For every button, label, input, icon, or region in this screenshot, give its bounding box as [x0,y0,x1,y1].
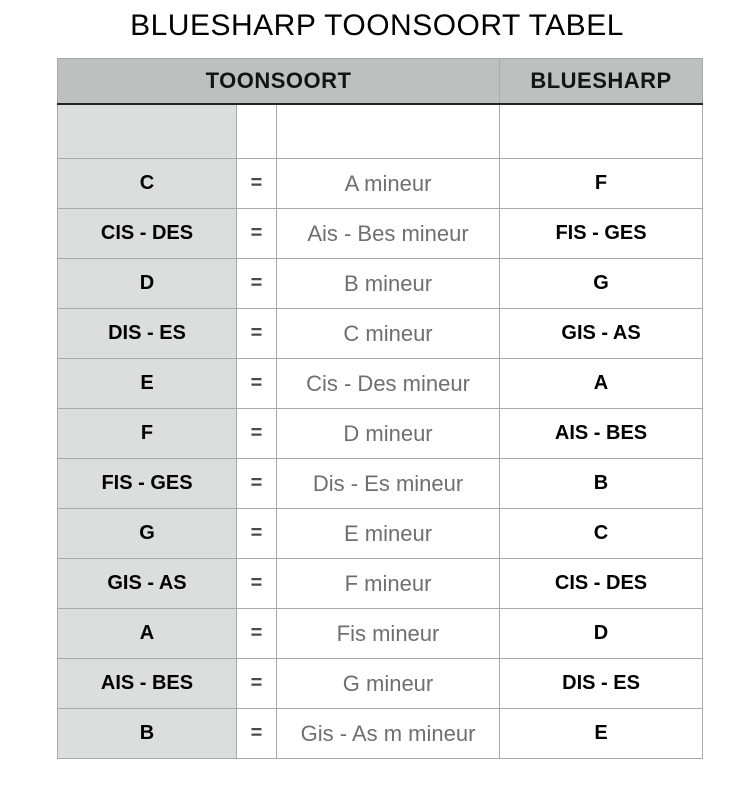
page-title: BLUESHARP TOONSOORT TABEL [130,9,624,42]
cell-bluesharp: D [500,609,703,659]
cell-bluesharp: FIS - GES [500,209,703,259]
cell-bluesharp: F [500,159,703,209]
cell-minor: E mineur [277,509,500,559]
cell-bluesharp: AIS - BES [500,409,703,459]
empty-cell-bluesharp [500,104,703,159]
table-row [58,459,703,509]
cell-equals: = [237,159,277,209]
cell-equals: = [237,209,277,259]
cell-equals: = [237,559,277,609]
cell-key: CIS - DES [58,209,237,259]
cell-key: GIS - AS [58,559,237,609]
empty-cell-minor [277,104,500,159]
cell-equals: = [237,609,277,659]
cell-equals: = [237,259,277,309]
cell-minor: Ais - Bes mineur [277,209,500,259]
column-header-bluesharp: BLUESHARP [500,59,703,104]
cell-bluesharp: DIS - ES [500,659,703,709]
table-header-row [58,59,703,104]
cell-equals: = [237,509,277,559]
cell-bluesharp: CIS - DES [500,559,703,609]
cell-minor: D mineur [277,409,500,459]
table-row [58,259,703,309]
table-row [58,709,703,759]
cell-equals: = [237,359,277,409]
cell-bluesharp: G [500,259,703,309]
cell-bluesharp: C [500,509,703,559]
cell-bluesharp: A [500,359,703,409]
cell-equals: = [237,309,277,359]
cell-minor: Dis - Es mineur [277,459,500,509]
cell-key: B [58,709,237,759]
cell-minor: F mineur [277,559,500,609]
table-row [58,559,703,609]
cell-equals: = [237,659,277,709]
cell-minor: G mineur [277,659,500,709]
cell-minor: A mineur [277,159,500,209]
cell-key: FIS - GES [58,459,237,509]
cell-key: C [58,159,237,209]
empty-cell-key [58,104,237,159]
cell-key: A [58,609,237,659]
table-row [58,209,703,259]
cell-equals: = [237,709,277,759]
cell-key: D [58,259,237,309]
empty-cell-equals [237,104,277,159]
cell-minor: Gis - As m mineur [277,709,500,759]
cell-key: DIS - ES [58,309,237,359]
cell-equals: = [237,459,277,509]
cell-bluesharp: B [500,459,703,509]
table-row [58,159,703,209]
cell-minor: C mineur [277,309,500,359]
toonsoort-table [57,58,703,759]
table-row [58,409,703,459]
table-row [58,609,703,659]
empty-row [58,104,703,159]
table-row [58,309,703,359]
cell-minor: B mineur [277,259,500,309]
table-row [58,659,703,709]
cell-bluesharp: GIS - AS [500,309,703,359]
table-row [58,509,703,559]
cell-key: F [58,409,237,459]
cell-bluesharp: E [500,709,703,759]
column-header-toonsoort: TOONSOORT [58,59,500,104]
cell-minor: Cis - Des mineur [277,359,500,409]
cell-minor: Fis mineur [277,609,500,659]
cell-key: E [58,359,237,409]
cell-key: G [58,509,237,559]
cell-key: AIS - BES [58,659,237,709]
cell-equals: = [237,409,277,459]
table-row [58,359,703,409]
